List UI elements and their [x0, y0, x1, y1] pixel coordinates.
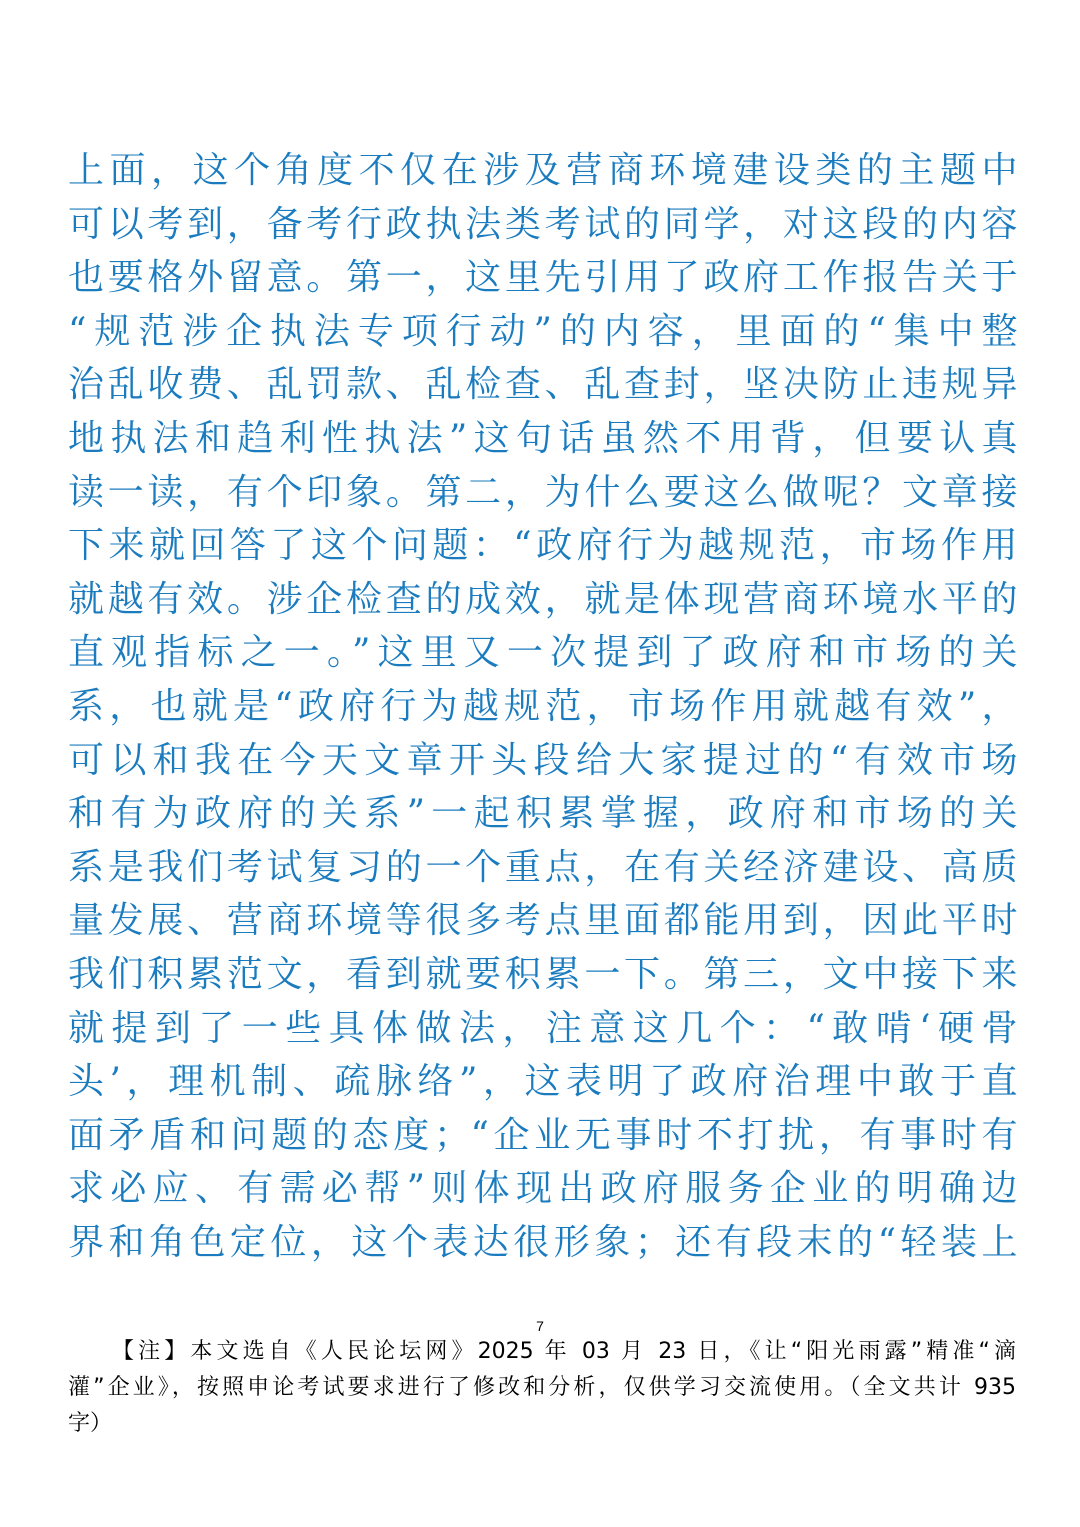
body-text-line: 地执法和趋利性执法”这句话虽然不用背，但要认真: [68, 417, 1018, 459]
body-text-line: 和有为政府的关系”一起积累掌握，政府和市场的关: [68, 793, 1018, 835]
body-text-line: 治乱收费、乱罚款、乱检查、乱查封，坚决防止违规异: [68, 364, 1018, 406]
body-text-line: 读一读，有个印象。第二，为什么要这么做呢？文章接: [68, 471, 1018, 513]
body-text-line: 系，也就是“政府行为越规范，市场作用就越有效”，: [68, 685, 1018, 727]
body-text-line: 面矛盾和问题的态度；“企业无事时不打扰，有事时有: [68, 1114, 1018, 1156]
body-text-line: 上面，这个角度不仅在涉及营商环境建设类的主题中: [68, 150, 1018, 191]
body-text-line: 头’，理机制、疏脉络”，这表明了政府治理中敢于直: [68, 1061, 1018, 1103]
body-text-line: 可以考到，备考行政执法类考试的同学，对这段的内容: [68, 203, 1018, 245]
note-text-line: 字）: [68, 1411, 113, 1436]
body-text-line: 可以和我在今天文章开头段给大家提过的“有效市场: [68, 739, 1018, 781]
body-text-line: 界和角色定位，这个表达很形象；还有段末的“轻装上: [68, 1221, 1018, 1263]
body-text-line: 直观指标之一。”这里又一次提到了政府和市场的关: [68, 632, 1018, 674]
body-text-line: 我们积累范文，看到就要积累一下。第三，文中接下来: [68, 953, 1018, 995]
body-text-line: “规范涉企执法专项行动”的内容，里面的“集中整: [68, 310, 1018, 352]
note-text-line: 灌”企业》，按照申论考试要求进行了修改和分析，仅供学习交流使用。（全文共计 935: [68, 1375, 1016, 1400]
note-text-line: 【注】本文选自《人民论坛网》2025 年 03 月 23 日，《让“阳光雨露”精准“滴: [112, 1339, 1016, 1364]
body-text-line: 也要格外留意。第一，这里先引用了政府工作报告关于: [68, 257, 1018, 299]
body-text-line: 就越有效。涉企检查的成效，就是体现营商环境水平的: [68, 578, 1018, 620]
body-text-line: 下来就回答了这个问题：“政府行为越规范，市场作用: [68, 525, 1018, 567]
body-text-line: 求必应、有需必帮”则体现出政府服务企业的明确边: [68, 1168, 1018, 1210]
article-body: [68, 144, 1018, 1269]
body-text-line: 系是我们考试复习的一个重点，在有关经济建设、高质: [68, 846, 1018, 888]
body-text-line: 就提到了一些具体做法，注意这几个：“敢啃‘硬骨: [68, 1007, 1018, 1049]
source-note: [68, 1334, 1016, 1442]
page-number: 7: [536, 1318, 544, 1334]
body-text-line: 量发展、营商环境等很多考点里面都能用到，因此平时: [68, 900, 1018, 942]
